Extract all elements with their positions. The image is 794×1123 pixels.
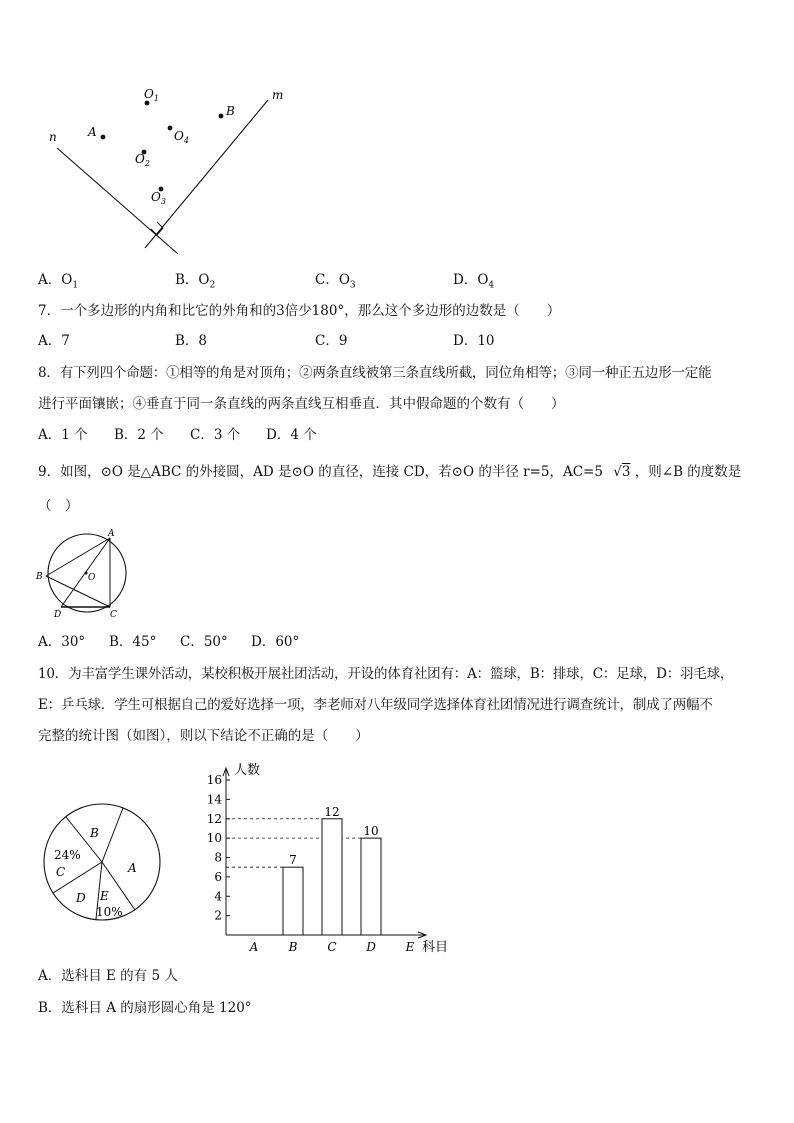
bar-y-tick-label: 8 xyxy=(214,850,222,865)
bar-y-tick-label: 2 xyxy=(214,908,222,923)
q9-option-a: A．30° xyxy=(38,634,86,650)
q8-option-c: C．3 个 xyxy=(190,427,241,443)
q8-stem-line2: 进行平面镶嵌；④垂直于同一条直线的两条直线互相垂直．其中假命题的个数有（ ） xyxy=(38,396,565,412)
bar-category-a: A xyxy=(249,940,259,954)
label-n: n xyxy=(49,130,57,144)
label-fig9-b: B xyxy=(36,572,43,582)
q9-option-b: B．45° xyxy=(109,634,157,650)
label-o1: $O_1$ xyxy=(144,87,159,103)
point-o4 xyxy=(168,126,173,131)
q7-option-a: A．7 xyxy=(38,333,70,349)
bar-category-c: C xyxy=(327,940,337,954)
bar-data-label-d: 10 xyxy=(363,824,379,839)
q9-stem-part2: ，则∠B 的度数是 xyxy=(634,464,742,480)
pie-pct-c: 24% xyxy=(54,848,81,862)
bar-category-d: D xyxy=(366,940,376,954)
label-fig9-o: O xyxy=(88,573,96,583)
q7-option-b: B．8 xyxy=(175,333,208,349)
label-a: A xyxy=(88,125,97,139)
segment-bc xyxy=(46,576,110,607)
label-b: B xyxy=(226,104,235,118)
q9-paren: （ ） xyxy=(38,498,79,514)
q10-stem-line1: 10．为丰富学生课外活动，某校积极开展社团活动，开设的体育社团有：A：篮球，B：排球，C：足球，D：羽毛球， xyxy=(38,666,734,682)
label-fig9-c: C xyxy=(110,610,117,620)
bar-y-tick-label: 4 xyxy=(214,889,222,904)
pie-chart xyxy=(36,800,166,930)
bar-y-ticks xyxy=(207,773,230,923)
segment-ab xyxy=(46,538,110,576)
q9-option-c: C．50° xyxy=(180,634,228,650)
bar-xlabel: 科目 xyxy=(422,940,449,955)
point-a xyxy=(101,135,106,140)
pie-divider-ab xyxy=(102,808,123,862)
figure-circle-triangle xyxy=(34,526,134,621)
q6-option-c: C．$O_3$ xyxy=(315,272,356,291)
bar-b xyxy=(283,867,303,935)
bar-data-label-b: 7 xyxy=(289,853,297,868)
label-fig9-d: D xyxy=(54,610,62,620)
bar-category-b: B xyxy=(288,940,298,954)
q10-option-b: B．选科目 A 的扇形圆心角是 120° xyxy=(38,1000,252,1016)
q7-option-d: D．10 xyxy=(453,333,495,349)
pie-label-d: D xyxy=(76,891,86,905)
bar-d xyxy=(361,838,381,935)
q8-option-b: B．2 个 xyxy=(114,427,164,443)
pie-label-e: E xyxy=(100,889,109,903)
bar-marks xyxy=(283,805,381,935)
q9-stem xyxy=(38,462,741,482)
bar-ylabel: 人数 xyxy=(234,763,261,778)
label-m: m xyxy=(272,88,284,102)
bar-y-tick-label: 14 xyxy=(206,792,222,807)
pie-label-c: C xyxy=(56,865,66,879)
line-m xyxy=(145,100,268,248)
q7-stem: 7．一个多边形的内角和比它的外角和的3倍少180°，那么这个多边形的边数是（ ） xyxy=(38,303,561,319)
label-o2: $O_2$ xyxy=(135,152,150,168)
q9-option-d: D．60° xyxy=(251,634,300,650)
label-o4: $O_4$ xyxy=(174,129,189,145)
bar-category-labels xyxy=(249,940,415,954)
pie-pct-e: 10% xyxy=(96,905,123,919)
bar-c xyxy=(322,819,342,935)
q6-option-a: A．$O_1$ xyxy=(38,272,79,291)
q6-option-d: D．$O_4$ xyxy=(453,272,495,291)
q8-option-d: D．4 个 xyxy=(266,427,317,443)
point-o1 xyxy=(145,101,150,106)
figure-perpendicular-lines xyxy=(40,82,300,262)
q7-option-c: C．9 xyxy=(315,333,348,349)
q8-option-a: A．1 个 xyxy=(38,427,88,443)
label-o3: $O_3$ xyxy=(151,190,166,206)
q10-stem-line2: E：乒乓球．学生可根据自己的爱好选择一项，李老师对八年级同学选择体育社团情况进行调查统计，制成了两幅不 xyxy=(38,697,713,713)
q10-stem-line3: 完整的统计图（如图），则以下结论不正确的是（ ） xyxy=(38,728,369,744)
sqrt-symbol: √3 xyxy=(613,464,631,480)
pie-label-b: B xyxy=(90,826,99,840)
pie-label-a: A xyxy=(128,861,137,875)
q8-stem-line1: 8．有下列四个命题：①相等的角是对顶角；②两条直线被第三条直线所截，同位角相等；③同一种正五边形一定能 xyxy=(38,365,712,381)
bar-y-tick-label: 12 xyxy=(206,811,222,826)
bar-data-label-c: 12 xyxy=(324,804,340,819)
bar-y-tick-label: 16 xyxy=(206,773,222,787)
bar-chart xyxy=(190,760,460,960)
q9-stem-part1: 9．如图，⊙O 是△ABC 的外接圆，AD 是⊙O 的直径，连接 CD，若⊙O 的半径 r=5，AC=5 xyxy=(38,464,603,480)
q6-option-b: B．$O_2$ xyxy=(175,272,216,291)
bar-y-tick-label: 6 xyxy=(214,869,222,884)
sqrt-radicand: 3 xyxy=(621,464,631,480)
bar-category-e: E xyxy=(405,940,415,954)
point-b xyxy=(219,114,224,119)
bar-y-tick-label: 10 xyxy=(206,831,222,846)
label-fig9-a: A xyxy=(108,529,115,539)
q10-option-a: A．选科目 E 的有 5 人 xyxy=(38,968,178,984)
